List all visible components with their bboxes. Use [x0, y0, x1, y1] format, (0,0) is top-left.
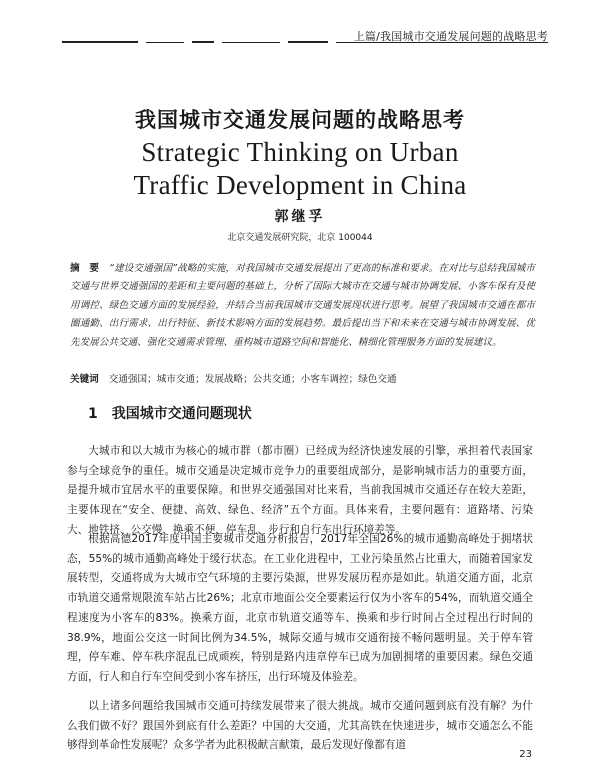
- section-number: 1: [88, 406, 98, 422]
- header-rule-segment: [146, 42, 184, 43]
- keywords-text: 交通强国；城市交通；发展战略；公共交通；小客车调控；绿色交通: [108, 374, 397, 385]
- body-paragraph: 根据高德2017年度中国主要城市交通分析报告，2017年全国26%的城市通勤高峰处于拥堵状态，55%的城市通勤高峰处于缓行状态。在工业化进程中，工业污染虽然占比重大，而随着国家发展转型，交通将成为大城市空气环境的主要污染源，世界发展历程亦是如此。轨道交通方面，北京市轨道交通常规限流车站占比26%；北京市地面公交全要素运行仅为小客车的54%，而轨道交通全程速度为小客车的83%。换乘方面，北京市轨道交通等车、换乘和步行时间占全过程出行时间的38.9%，地面公交这一时间比例为34.5%，城际交通与城市交通衔接不畅问题明显。关于停车管理，停车难、停车秩序混乱已成顽疾，特别是路内违章停车已成为加剧拥堵的重要因素。绿色交通方面，行人和自行车空间受到小客车挤压，出行环境及体验差。: [67, 533, 533, 683]
- keywords: [70, 371, 540, 385]
- keywords-label: 关键词: [70, 374, 99, 385]
- body-paragraph: 以上诸多问题给我国城市交通可持续发展带来了很大挑战。城市交通问题到底有没有解？为什么我们做不好？跟国外到底有什么差距？中国的大交通，尤其高铁在快速进步，城市交通怎么不能够得到革命性发展呢？众多学者为此积极献言献策，最后发现好像都有道: [67, 700, 533, 752]
- section-heading: [88, 403, 252, 423]
- title-english-line-2: Traffic Development in China: [133, 170, 467, 200]
- running-header: 上篇/我国城市交通发展问题的战略思考: [353, 30, 548, 43]
- title-chinese: 我国城市交通发展问题的战略思考: [135, 108, 465, 132]
- header-rule-segment: [222, 42, 280, 43]
- abstract-text: “建设交通强国”战略的实施，对我国城市交通发展提出了更高的标准和要求。在对比与总结我国城市交通与世界交通强国的差距和主要问题的基础上，分析了国际大城市在交通与城市协调发展、小客车保有及使用调控、绿色交通方面的发展经验，并结合当前我国城市交通发展现状进行思考。展望了我国城市交通在都市圈通勤、出行需求、出行特征、新技术影响方面的发展趋势。最后提出当下和未来在交通与城市协调发展、优先发展公共交通、强化交通需求管理、重构城市道路空间和智能化、精细化管理服务方面的发展建议。: [70, 263, 535, 348]
- header-rule-segment: [192, 41, 214, 43]
- header-rule-segment: [288, 41, 328, 43]
- affiliation: 北京交通发展研究院，北京 100044: [227, 233, 373, 243]
- page-number: 23: [519, 749, 532, 760]
- author: 郭继孚: [274, 209, 326, 225]
- title-english-line-1: Strategic Thinking on Urban: [141, 137, 459, 167]
- header-rule-left: [62, 41, 138, 43]
- body-paragraph: 大城市和以大城市为核心的城市群（都市圈）已经成为经济快速发展的引擎，承担着代表国家参与全球竞争的重任。城市交通是决定城市竞争力的重要组成部分，是影响城市活力的重要方面，是提升城市宜居水平的重要保障。和世界交通强国对比来看，当前我国城市交通还存在较大差距，主要体现在“安全、便捷、高效、绿色、经济”五个方面。具体来看，主要问题有：道路堵、污染大、地铁挤、公交慢、换乘不便、停车乱、步行和自行车出行环境差等。: [67, 445, 533, 536]
- abstract-label: 摘 要: [70, 263, 100, 274]
- section-title: 我国城市交通问题现状: [111, 406, 252, 422]
- abstract: [70, 260, 535, 352]
